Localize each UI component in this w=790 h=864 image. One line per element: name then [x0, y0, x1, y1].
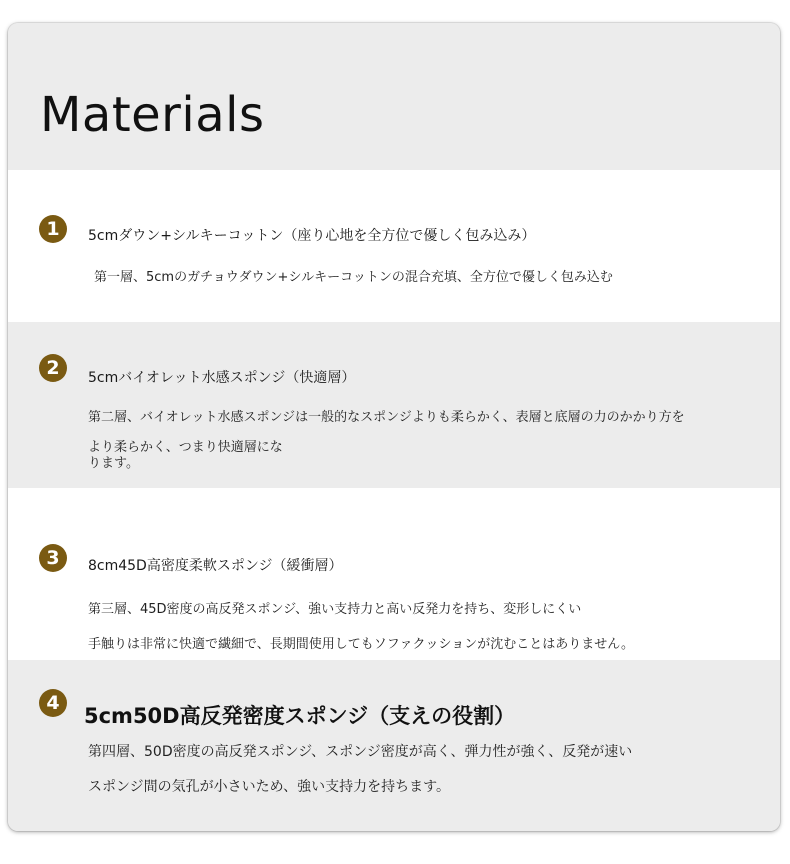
number-badge-icon: 1 [39, 215, 67, 243]
material-section-2 [8, 322, 780, 488]
section-line: ります。 [88, 456, 139, 471]
section-line: より柔らかく、つまり快適層にな [88, 440, 283, 455]
header [8, 23, 780, 170]
section-line: 手触りは非常に快適で繊細で、長期間使用してもソファクッションが沈むことはありません。 [88, 637, 635, 652]
material-section-1 [8, 170, 780, 322]
section-line: 第四層、50D密度の高反発スポンジ、スポンジ密度が高く、弾力性が強く、反発が速い [88, 744, 633, 760]
section-line: 第一層、5cmのガチョウダウン+シルキーコットンの混合充填、全方位で優しく包み込む [94, 270, 613, 285]
section-heading: 5cm50D高反発密度スポンジ（支えの役割） [84, 704, 516, 728]
material-section-4 [8, 660, 780, 831]
section-line: 第三層、45D密度の高反発スポンジ、強い支持力と高い反発力を持ち、変形しにくい [88, 602, 582, 617]
section-line: スポンジ間の気孔が小さいため、強い支持力を持ちます。 [88, 779, 450, 795]
section-heading: 5cmバイオレット水感スポンジ（快適層） [88, 370, 356, 386]
number-badge-icon: 3 [39, 544, 67, 572]
number-badge-icon: 4 [39, 689, 67, 717]
section-line: 第二層、バイオレット水感スポンジは一般的なスポンジよりも柔らかく、表層と底層の力のかかり方を [88, 410, 685, 425]
material-section-3 [8, 488, 780, 660]
section-heading: 8cm45D高密度柔軟スポンジ（緩衝層） [88, 558, 343, 574]
number-badge-icon: 2 [39, 354, 67, 382]
section-heading: 5cmダウン+シルキーコットン（座り心地を全方位で優しく包み込み） [88, 228, 536, 244]
page-title: Materials [40, 87, 265, 143]
materials-card [8, 23, 780, 831]
